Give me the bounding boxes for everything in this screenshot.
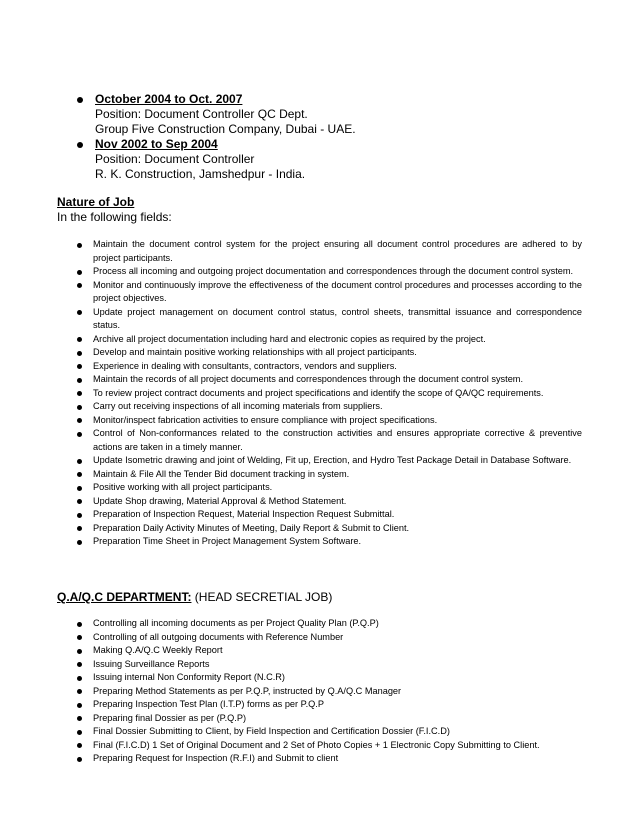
list-item [75,658,582,672]
list-item [75,508,582,522]
employment-position: Position: Document Controller [95,152,255,166]
bullet-icon [77,364,82,369]
list-item [75,739,582,753]
bullet-icon [77,499,82,504]
bullet-icon [77,635,82,640]
bullet-icon [77,142,83,148]
list-item [75,414,582,428]
bullet-icon [77,459,82,464]
list-item-text: Maintain the document control system for the project ensuring all document control procedures are adhered to by project participants. [93,239,582,263]
list-item-text: Maintain the records of all project documents and correspondences through the document control system. [93,374,524,384]
list-item [75,279,582,306]
list-item-text: Final (F.I.C.D) 1 Set of Original Document and 2 Set of Photo Copies + 1 Electronic Copy Submitting to Client. [93,739,540,750]
list-item [75,644,582,658]
list-item [75,698,582,712]
list-item-text: Preparing Method Statements as per P.Q.P, instructed by Q.A/Q.C Manager [93,685,402,696]
list-item-text: Update project management on document control status, control sheets, transmittal issuance and correspondence status. [93,306,582,330]
list-item-text: Controlling all incoming documents as per Project Quality Plan (P.Q.P) [93,618,379,628]
list-item [75,454,582,468]
list-item [75,306,582,333]
employment-position: Position: Document Controller QC Dept. [95,107,308,121]
nature-of-job-intro: In the following fields: [57,210,172,224]
list-item [75,481,582,495]
list-item [75,617,582,631]
bullet-icon [77,622,82,627]
employment-entry [75,137,555,182]
bullet-icon [77,526,82,531]
list-item-text: Making Q.A/Q.C Weekly Report [93,645,223,655]
qaqc-title: Q.A/Q.C DEPARTMENT: [57,590,192,604]
bullet-icon [77,243,82,248]
list-item [75,725,582,739]
list-item-text: Final Dossier Submitting to Client, by Field Inspection and Certification Dossier (F.I.C.D) [93,726,450,736]
list-item-text: Preparing final Dossier as per (P.Q.P) [93,712,247,723]
list-item [75,265,582,279]
bullet-icon [77,432,82,437]
list-item-text: Carry out receiving inspections of all incoming materials from suppliers. [93,401,383,411]
qaqc-heading [57,590,332,605]
bullet-icon [77,730,82,735]
list-item-text: Control of Non-conformances related to the construction activities and ensures appropriate corrective & preventive actions are taken in a timely manner. [93,428,582,452]
bullet-icon [77,689,82,694]
bullet-icon [77,513,82,518]
list-item-text: Preparing Inspection Test Plan (I.T.P) forms as per P.Q.P [93,699,324,709]
bullet-icon [77,270,82,275]
list-item [75,387,582,401]
qaqc-list [75,617,582,766]
list-item [75,346,582,360]
bullet-icon [77,97,83,103]
employment-company: Group Five Construction Company, Dubai - UAE. [95,122,356,136]
list-item-text: Preparation Time Sheet in Project Management System Software. [93,536,362,546]
list-item [75,360,582,374]
list-item [75,427,582,454]
list-item [75,671,582,685]
list-item-text: Positive working with all project participants. [93,482,273,492]
list-item-text: Develop and maintain positive working relationships with all project participants. [93,347,417,357]
bullet-icon [77,703,82,708]
bullet-icon [77,676,82,681]
bullet-icon [77,337,82,342]
bullet-icon [77,540,82,545]
list-item [75,468,582,482]
bullet-icon [77,378,82,383]
list-item-text: Issuing Surveillance Reports [93,658,210,669]
bullet-icon [77,472,82,477]
list-item [75,685,582,699]
bullet-icon [77,310,82,315]
list-item-text: Issuing internal Non Conformity Report (N.C.R) [93,672,285,682]
list-item [75,495,582,509]
list-item-text: Preparation of Inspection Request, Material Inspection Request Submittal. [93,509,395,519]
list-item-text: Experience in dealing with consultants, contractors, vendors and suppliers. [93,360,397,371]
list-item-text: Controlling of all outgoing documents with Reference Number [93,631,344,642]
bullet-icon [77,405,82,410]
list-item [75,752,582,766]
employment-date: Nov 2002 to Sep 2004 [95,137,218,151]
list-item-text: Update Isometric drawing and joint of Welding, Fit up, Erection, and Hydro Test Package Detail in Database Software. [93,455,572,465]
qaqc-subtitle: (HEAD SECRETIAL JOB) [191,590,333,604]
bullet-icon [77,351,82,356]
list-item [75,631,582,645]
list-item [75,535,582,549]
list-item-text: Monitor/inspect fabrication activities to ensure compliance with project specifications. [93,414,438,425]
nature-of-job-heading: Nature of Job [57,195,135,209]
bullet-icon [77,743,82,748]
list-item-text: Archive all project documentation including hard and electronic copies as required by the project. [93,333,486,344]
bullet-icon [77,716,82,721]
list-item-text: To review project contract documents and project specifications and identify the scope of QA/QC requirements. [93,387,544,398]
list-item-text: Preparing Request for Inspection (R.F.I) and Submit to client [93,753,339,763]
list-item [75,522,582,536]
list-item-text: Maintain & File All the Tender Bid document tracking in system. [93,468,350,479]
bullet-icon [77,391,82,396]
bullet-icon [77,757,82,762]
employment-entry [75,92,555,137]
duties-list [75,238,582,549]
employment-date: October 2004 to Oct. 2007 [95,92,243,106]
list-item [75,400,582,414]
list-item-text: Update Shop drawing, Material Approval & Method Statement. [93,495,347,506]
bullet-icon [77,283,82,288]
list-item [75,333,582,347]
bullet-icon [77,649,82,654]
list-item [75,238,582,265]
list-item-text: Process all incoming and outgoing project documentation and correspondences through the document control system. [93,266,574,276]
employment-history [75,92,555,182]
list-item [75,373,582,387]
list-item [75,712,582,726]
employment-company: R. K. Construction, Jamshedpur - India. [95,167,306,181]
bullet-icon [77,418,82,423]
bullet-icon [77,662,82,667]
list-item-text: Preparation Daily Activity Minutes of Meeting, Daily Report & Submit to Client. [93,522,410,533]
bullet-icon [77,486,82,491]
list-item-text: Monitor and continuously improve the effectiveness of the document control procedures and processes according to the project objectives. [93,279,582,303]
